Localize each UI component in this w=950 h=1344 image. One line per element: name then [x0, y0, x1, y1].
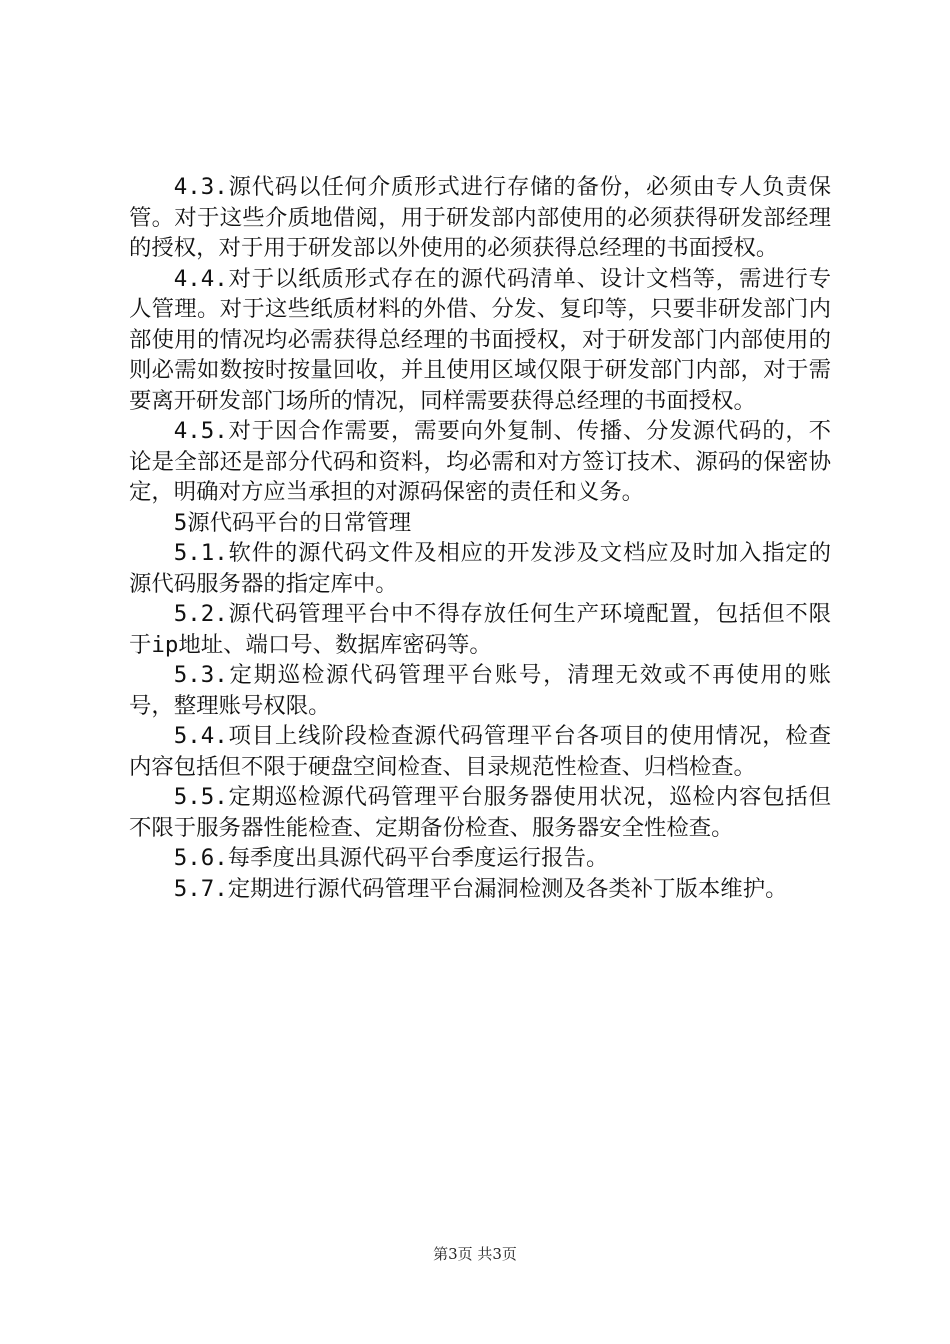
paragraph-4-4: 4.4.对于以纸质形式存在的源代码清单、设计文档等，需进行专人管理。对于这些纸质材料的外借、分发、复印等，只要非研发部门内部使用的情况均必需获得总经理的书面授权，对于研发部门内部使用的则必需如数按时按量回收，并且使用区域仅限于研发部门内部，对于需要离开研发部门场所的情况，同样需要获得总经理的书面授权。 [129, 265, 831, 414]
document-body [129, 172, 831, 904]
section-heading-5: 5源代码平台的日常管理 [173, 509, 412, 536]
paragraph-4-3: 4.3.源代码以任何介质形式进行存储的备份，必须由专人负责保管。对于这些介质地借阅，用于研发部内部使用的必须获得研发部经理的授权，对于用于研发部以外使用的必须获得总经理的书面授权。 [129, 174, 831, 261]
paragraph-5-6: 5.6.每季度出具源代码平台季度运行报告。 [173, 845, 609, 871]
paragraph-5-4: 5.4.项目上线阶段检查源代码管理平台各项目的使用情况，检查内容包括但不限于硬盘空间检查、目录规范性检查、归档检查。 [129, 723, 831, 780]
paragraph-5-1: 5.1.软件的源代码文件及相应的开发涉及文档应及时加入指定的源代码服务器的指定库中。 [129, 540, 831, 597]
paragraph-5-3: 5.3.定期巡检源代码管理平台账号，清理无效或不再使用的账号，整理账号权限。 [129, 662, 831, 719]
paragraph-4-5: 4.5.对于因合作需要，需要向外复制、传播、分发源代码的，不论是全部还是部分代码和资料，均必需和对方签订技术、源码的保密协定，明确对方应当承担的对源码保密的责任和义务。 [129, 418, 831, 505]
paragraph-5-2: 5.2.源代码管理平台中不得存放任何生产环境配置，包括但不限于ip地址、端口号、数据库密码等。 [129, 601, 831, 658]
paragraph-5-7: 5.7.定期进行源代码管理平台漏洞检测及各类补丁版本维护。 [173, 875, 788, 902]
page-footer [0, 1244, 950, 1264]
paragraph-5-5: 5.5.定期巡检源代码管理平台服务器使用状况，巡检内容包括但不限于服务器性能检查、定期备份检查、服务器安全性检查。 [129, 784, 831, 841]
page-number: 第3页 共3页 [433, 1245, 517, 1263]
